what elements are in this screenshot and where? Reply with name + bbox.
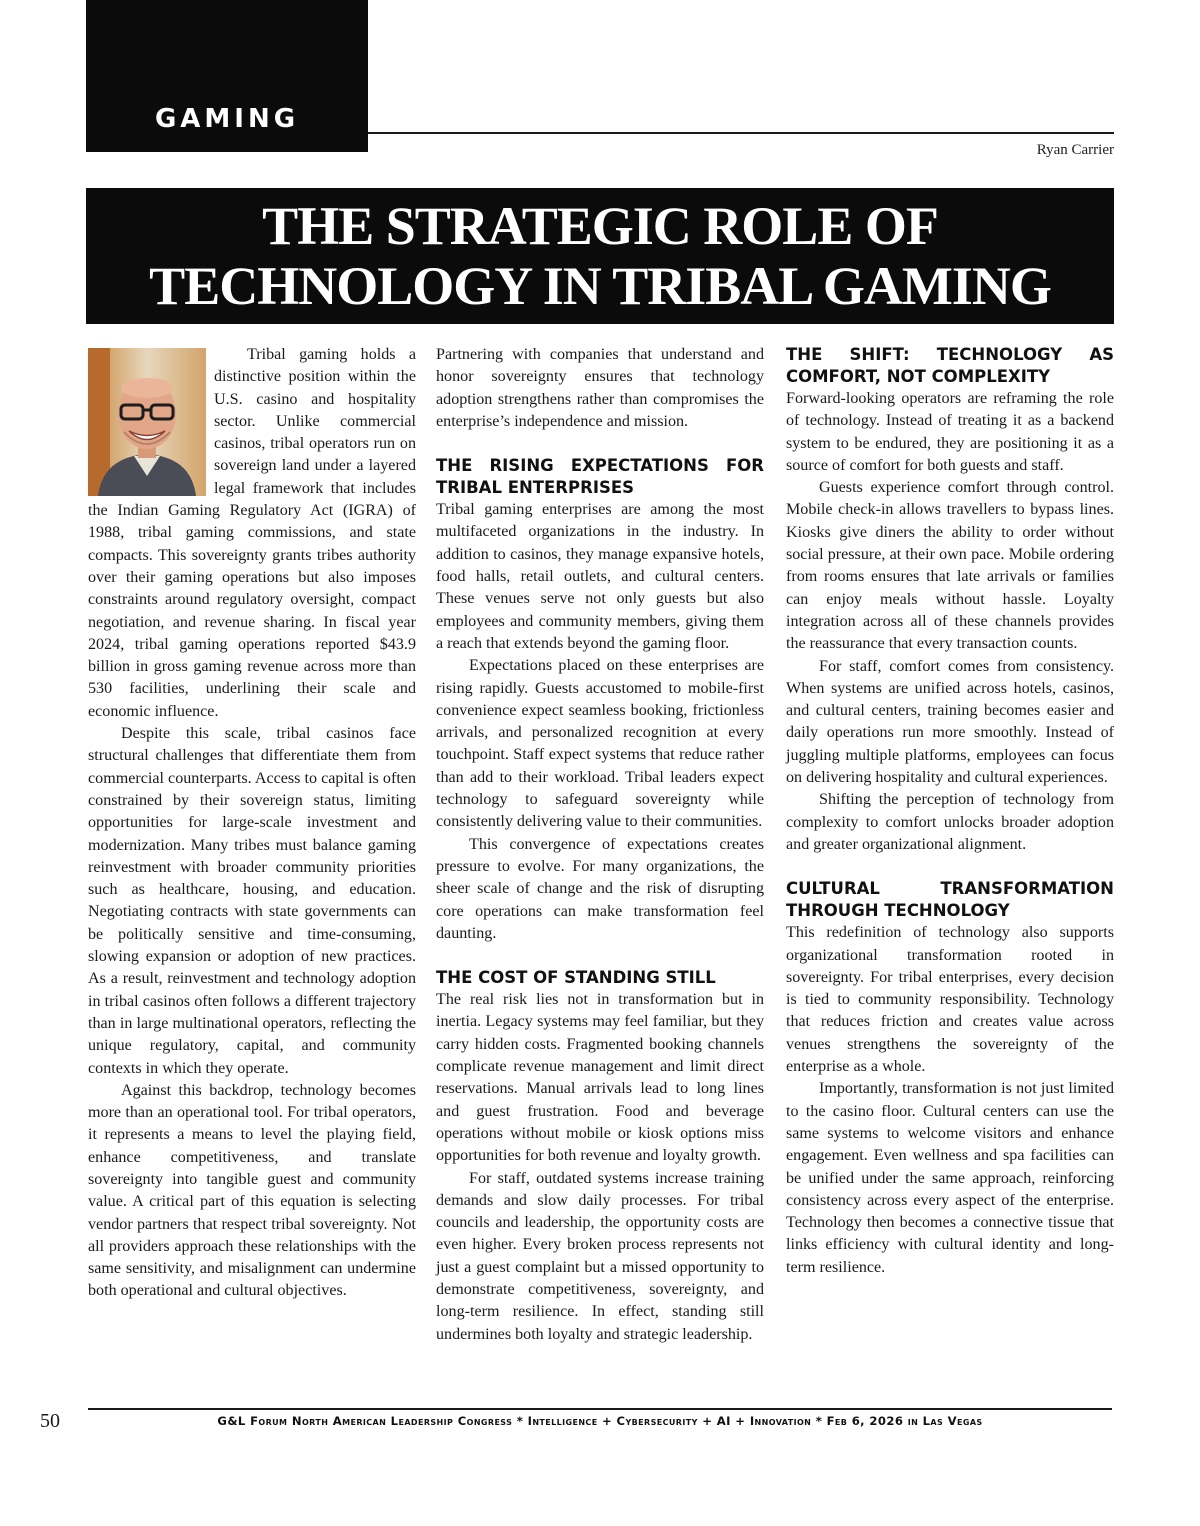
header-rule <box>368 132 1114 134</box>
subheading: THE RISING EXPECTATIONS FOR TRIBAL ENTERPRISES <box>436 456 764 498</box>
column-1 <box>88 344 416 1303</box>
paragraph: For staff, comfort comes from consistency. When systems are unified across hotels, casinos, and cultural centers, training becomes easier and daily operations run more smoothly. Instead of juggling multiple platforms, employees can focus on delivering hospitality and cultural experiences. <box>786 657 1114 787</box>
paragraph: Guests experience comfort through control. Mobile check-in allows travellers to bypass lines. Kiosks give diners the ability to order without social pressure, at their own pace. Mobile ordering from rooms ensures that late arrivals or families can enjoy meals without hassle. Loyalty integration across all of these channels provides the reassurance that every transaction counts. <box>786 479 1114 653</box>
column-3 <box>786 344 1114 1279</box>
author-photo <box>88 348 206 496</box>
subheading: THE COST OF STANDING STILL <box>436 968 716 988</box>
paragraph: Tribal gaming holds a distinctive position within the U.S. casino and hospitality sector. Unlike commercial casinos, tribal operators run on sovereign land under a layered legal framework that includes the Indian Gaming Regulatory Act (IGRA) of 1988, tribal gaming commissions, and state compacts. This sovereignty grants tribes authority over their gaming operations but also imposes constraints around regulatory oversight, compact negotiation, and revenue sharing. In fiscal year 2024, tribal gaming operations reported $43.9 billion in gross gaming revenue across more than 530 facilities, underlining their scale and economic influence. <box>88 346 416 720</box>
paragraph: Against this backdrop, technology becomes more than an operational tool. For tribal operators, it represents a means to level the playing field, enhance competitiveness, and translate sovereignty into tangible guest and community value. A critical part of this equation is selecting vendor partners that respect tribal sovereignty. Not all providers approach these relationships with the same sensitivity, and misalignment can undermine both operational and cultural objectives. <box>88 1081 416 1300</box>
paragraph: Despite this scale, tribal casinos face structural challenges that differentiate them from commercial counterparts. Access to capital is often constrained by their sovereign status, limiting opportunities for large-scale investment and modernization. Many tribes must balance gaming reinvestment with broader community priorities such as healthcare, housing, and education. Negotiating contracts with state governments can be politically sensitive and time-consuming, slowing expansion or adoption of new practices. As a result, reinvestment and technology adoption in tribal casinos often follows a different trajectory than in large multinational operators, reflecting the unique regulatory, capital, and community contexts in which they operate. <box>88 725 416 1077</box>
paragraph: The real risk lies not in transformation but in inertia. Legacy systems may feel familiar, but they carry hidden costs. Fragmented booking channels complicate revenue management and limit direct reservations. Manual arrivals lead to long lines and guest frustration. Food and beverage operations without mobile or kiosk options miss opportunities for both revenue and loyalty growth. <box>436 991 764 1165</box>
paragraph: Tribal gaming enterprises are among the most multifaceted organizations in the industry. In addition to casinos, they manage expansive hotels, food halls, retail outlets, and cultural centers. These venues serve not only guests but also employees and community members, giving them a reach that extends beyond the gaming floor. <box>436 501 764 652</box>
title-line-1: THE STRATEGIC ROLE OF <box>262 196 938 256</box>
paragraph: This convergence of expectations creates pressure to evolve. For many organizations, the sheer scale of change and the risk of disrupting core operations can make transformation feel daunting. <box>436 835 764 942</box>
footer-event-line: G&L Forum North American Leadership Congress * Intelligence + Cybersecurity + AI + Innovation * Feb 6, 2026 in Las Vegas <box>217 1414 983 1428</box>
column-2 <box>436 344 764 1346</box>
subheading: CULTURAL TRANSFORMATION THROUGH TECHNOLOGY <box>786 879 1114 921</box>
paragraph: Partnering with companies that understand and honor sovereignty ensures that technology adoption strengthens rather than compromises the enterprise’s independence and mission. <box>436 346 764 430</box>
author-byline: Ryan Carrier <box>1036 142 1114 158</box>
section-label: GAMING <box>154 104 300 134</box>
paragraph: Importantly, transformation is not just limited to the casino floor. Cultural centers can use the same systems to welcome visitors and enhance engagement. Even wellness and spa facilities can be unified under the same approach, reinforcing consistency across every aspect of the enterprise. Technology then becomes a connective tissue that links efficiency with cultural identity and long-term resilience. <box>786 1080 1114 1276</box>
paragraph: Forward-looking operators are reframing the role of technology. Instead of treating it as a backend system to be endured, they are positioning it as a source of comfort for both guests and staff. <box>786 390 1114 474</box>
paragraph: Expectations placed on these enterprises are rising rapidly. Guests accustomed to mobile-first convenience expect seamless booking, frictionless arrivals, and personalized recognition at every touchpoint. Staff expect systems that reduce rather than add to their workload. Tribal leaders expect technology to safeguard sovereignty while consistently delivering value to their communities. <box>436 657 764 831</box>
page-number: 50 <box>40 1410 60 1432</box>
paragraph: This redefinition of technology also supports organizational transformation rooted in sovereignty. For tribal enterprises, every decision is tied to community responsibility. Technology that reduces friction and creates value across venues strengthens the sovereignty of the enterprise as a whole. <box>786 924 1114 1076</box>
title-line-2: TECHNOLOGY IN TRIBAL GAMING <box>149 256 1051 316</box>
paragraph: For staff, outdated systems increase training demands and slow daily processes. For tribal councils and leadership, the opportunity costs are even higher. Every broken process represents not just a guest complaint but a missed opportunity to demonstrate competitiveness, sovereignty, and long-term resilience. In effect, standing still undermines both loyalty and strategic leadership. <box>436 1169 764 1343</box>
article-title <box>86 188 1114 324</box>
footer-rule <box>88 1408 1112 1410</box>
paragraph: Shifting the perception of technology from complexity to comfort unlocks broader adoption and greater organizational alignment. <box>786 791 1114 853</box>
subheading: THE SHIFT: TECHNOLOGY AS COMFORT, NOT COMPLEXITY <box>786 345 1114 386</box>
